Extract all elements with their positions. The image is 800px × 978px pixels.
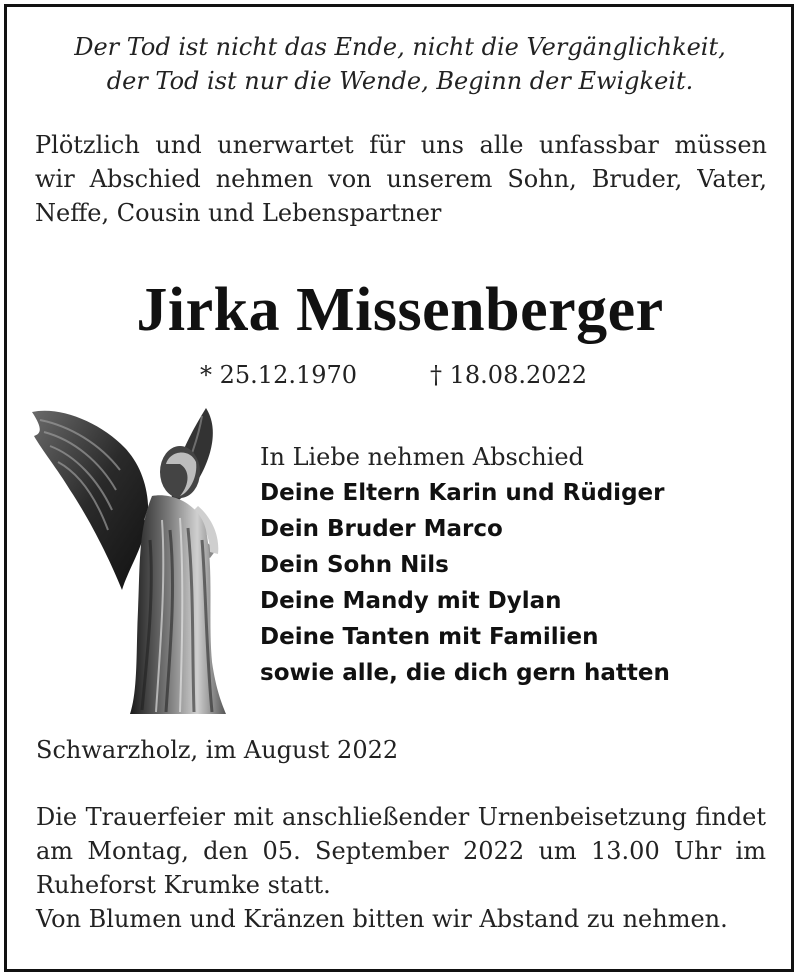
intro-line: wir Abschied nehmen von unserem Sohn, Bruder, Vater, (35, 165, 767, 193)
angel-statue-icon (30, 400, 240, 716)
ceremony-line: Von Blumen und Kränzen bitten wir Abstand zu nehmen. (36, 905, 728, 933)
deceased-name: Jirka Missenberger (136, 276, 664, 344)
intro-line: Plötzlich und unerwartet für uns alle unfassbar müssen (35, 131, 767, 159)
mourner-line: sowie alle, die dich gern hatten (260, 660, 670, 686)
poem-line: der Tod ist nur die Wende, Beginn der Ewigkeit. (106, 67, 694, 95)
ceremony-line: Ruheforst Krumke statt. (36, 871, 331, 899)
birth-date: * 25.12.1970 (200, 361, 358, 389)
place-date: Schwarzholz, im August 2022 (36, 736, 399, 764)
mourner-line: Dein Bruder Marco (260, 516, 503, 542)
mourner-line: Dein Sohn Nils (260, 552, 449, 578)
mourner-line: Deine Tanten mit Familien (260, 624, 599, 650)
intro-line: Neffe, Cousin und Lebenspartner (35, 199, 442, 227)
death-date: † 18.08.2022 (430, 361, 588, 389)
mourner-line: Deine Mandy mit Dylan (260, 588, 562, 614)
ceremony-line: am Montag, den 05. September 2022 um 13.00 Uhr im (36, 837, 766, 865)
mourner-line: Deine Eltern Karin und Rüdiger (260, 480, 665, 506)
poem-line: Der Tod ist nicht das Ende, nicht die Vergänglichkeit, (74, 33, 726, 61)
farewell-heading: In Liebe nehmen Abschied (260, 443, 584, 471)
ceremony-line: Die Trauerfeier mit anschließender Urnenbeisetzung findet (36, 803, 766, 831)
